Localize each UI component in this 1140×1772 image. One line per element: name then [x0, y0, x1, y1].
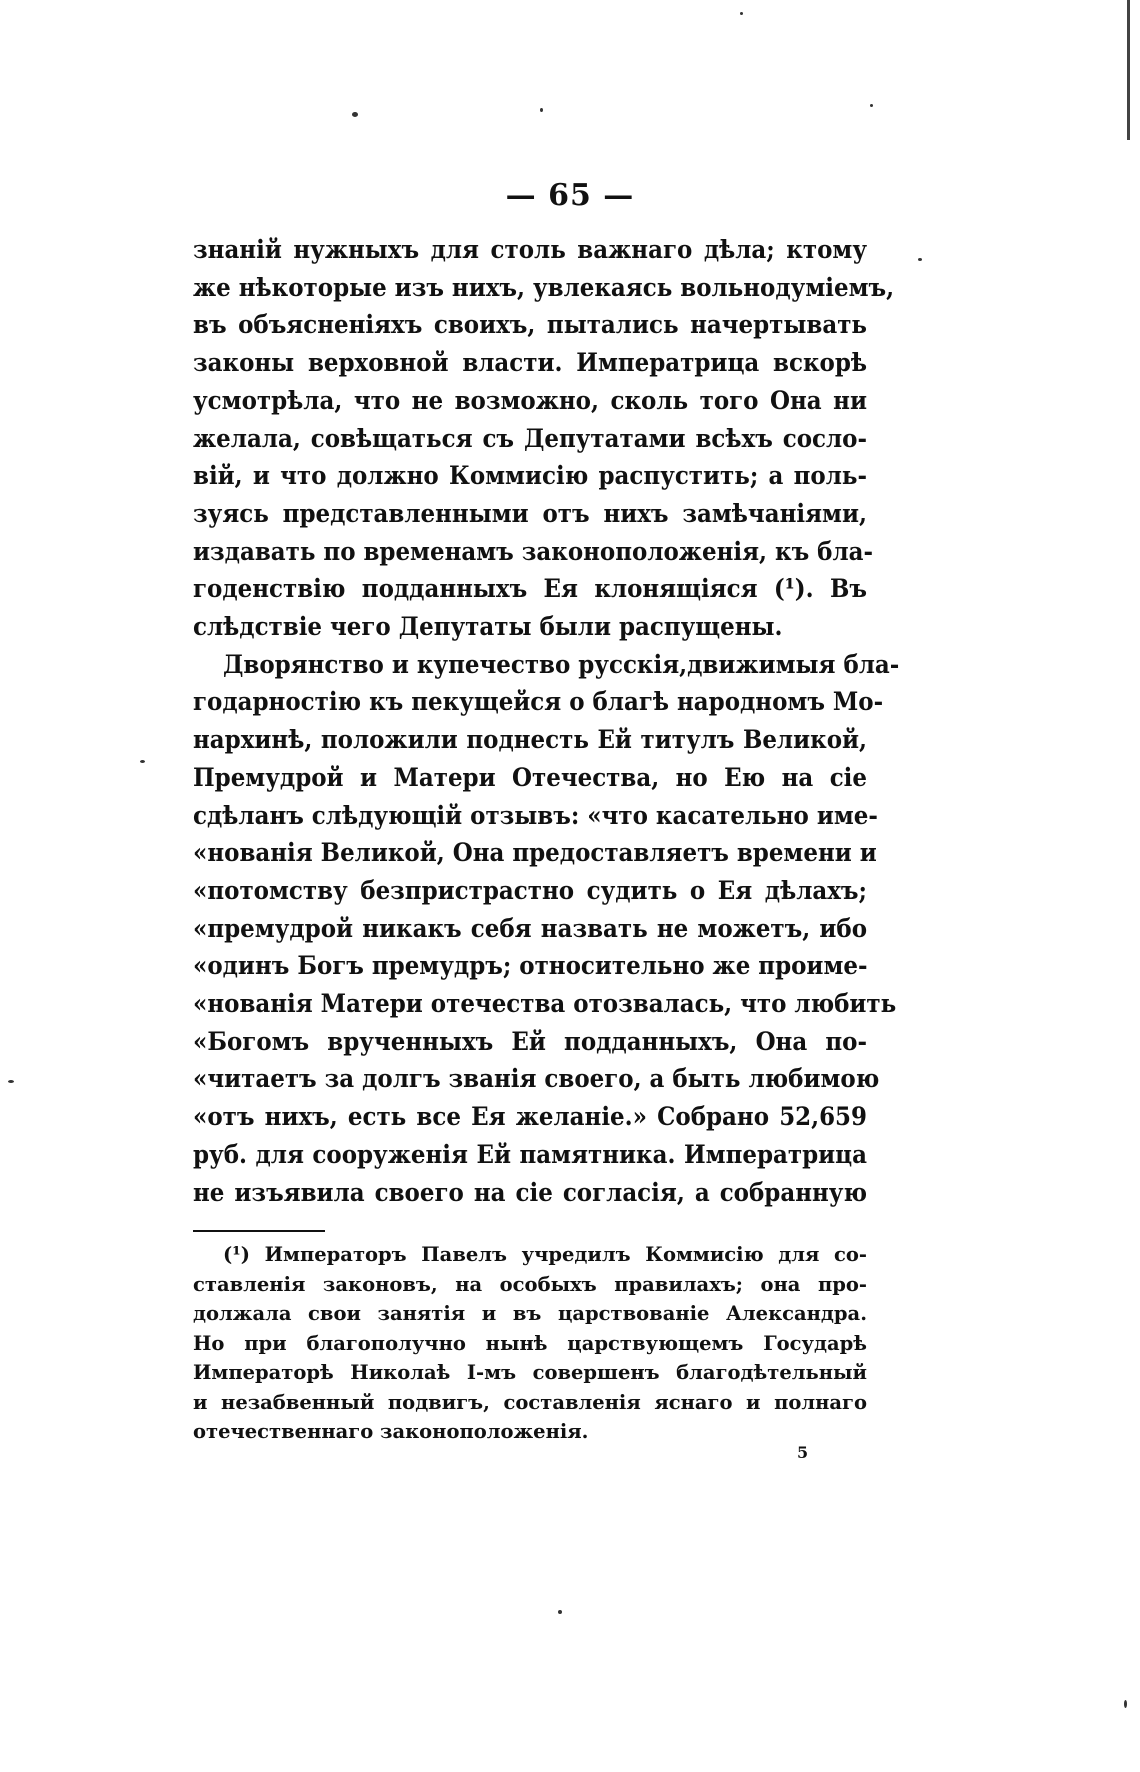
- text-line: не изъявила своего на сіе согласія, а собранную: [193, 1177, 867, 1208]
- scan-speck: [558, 1610, 562, 1614]
- text-line: сдѣланъ слѣдующій отзывъ: «что касательно име-: [193, 800, 878, 831]
- scan-speck: [140, 760, 145, 763]
- text-line: усмотрѣла, что не возможно, сколь того Она ни: [193, 385, 867, 416]
- text-line: же нѣкоторые изъ нихъ, увлекаясь вольнодуміемъ,: [193, 272, 895, 303]
- footnote-line: (¹) Императоръ Павелъ учредилъ Коммисію для со-: [223, 1243, 867, 1266]
- text-line: годарностію къ пекущейся о благѣ народномъ Мо-: [193, 687, 884, 718]
- text-line: нархинѣ, положили поднесть Ей титулъ Великой,: [193, 725, 867, 756]
- main-text: [193, 232, 900, 1212]
- scan-speck: [870, 104, 873, 107]
- text-line: «нованія Великой, Она предоставляетъ времени и: [193, 838, 877, 869]
- text-line: зуясь представленными отъ нихъ замѣчаніями,: [193, 498, 867, 529]
- footnote-line: отечественнаго законоположенія.: [193, 1420, 589, 1443]
- text-line: желала, совѣщаться съ Депутатами всѣхъ сосло-: [193, 423, 867, 454]
- text-line: «отъ нихъ, есть все Ея желаніе.» Собрано 52,659: [193, 1102, 867, 1133]
- text-line: «потомству безпристрастно судить о Ея дѣлахъ;: [193, 875, 867, 906]
- text-line: «Богомъ врученныхъ Ей подданныхъ, Она по-: [193, 1026, 867, 1057]
- text-line: «читаетъ за долгъ званія своего, а быть любимою: [193, 1064, 880, 1095]
- text-line: слѣдствіе чего Депутаты были распущены.: [193, 612, 783, 643]
- page-number: — 65 —: [505, 178, 635, 213]
- text-line: знаній нужныхъ для столь важнаго дѣла; ктому: [193, 235, 867, 265]
- scan-speck: [1124, 1700, 1127, 1708]
- footnote-line: Императорѣ Николаѣ I-мъ совершенъ благодѣтельный: [193, 1361, 867, 1384]
- text-line: «одинъ Богъ премудръ; относительно же проиме-: [193, 951, 868, 982]
- footnote-line: ставленія законовъ, на особыхъ правилахъ; она про-: [193, 1272, 867, 1296]
- footnote-line: должала свои занятія и въ царствованіе Александра.: [193, 1302, 867, 1325]
- footnote-line: Но при благополучно нынѣ царствующемъ Государѣ: [193, 1331, 867, 1355]
- text-line: издавать по временамъ законоположенія, къ бла-: [193, 536, 874, 567]
- scan-speck: [740, 12, 743, 15]
- text-line: Премудрой и Матери Отечества, но Ею на сіе: [193, 762, 867, 793]
- text-line: законы верховной власти. Императрица вскорѣ: [193, 348, 867, 379]
- footnote-rule: [193, 1230, 325, 1232]
- text-line: «нованія Матери отечества отозвалась, что любить: [193, 989, 897, 1020]
- footnote-line: и незабвенный подвигъ, составленія яснаго и полнаго: [193, 1390, 867, 1414]
- scan-speck: [918, 258, 922, 261]
- scan-speck: [540, 108, 543, 112]
- scan-speck: [8, 1080, 14, 1083]
- scan-speck: [352, 112, 358, 117]
- text-line: въ объясненіяхъ своихъ, пытались начертывать: [193, 310, 867, 341]
- text-line: годенствію подданныхъ Ея клонящіяся (¹). Въ: [193, 574, 867, 605]
- printer-signature-mark: 5: [797, 1443, 809, 1462]
- text-line: «премудрой никакъ себя назвать не можетъ, ибо: [193, 913, 867, 944]
- text-line: Дворянство и купечество русскія,движимыя бла-: [223, 649, 900, 680]
- text-line: вій, и что должно Коммисію распустить; а поль-: [193, 461, 867, 492]
- text-line: руб. для сооруженія Ей памятника. Императрица: [193, 1139, 867, 1170]
- footnote: [193, 1240, 867, 1447]
- scan-edge-shadow: [1127, 0, 1130, 140]
